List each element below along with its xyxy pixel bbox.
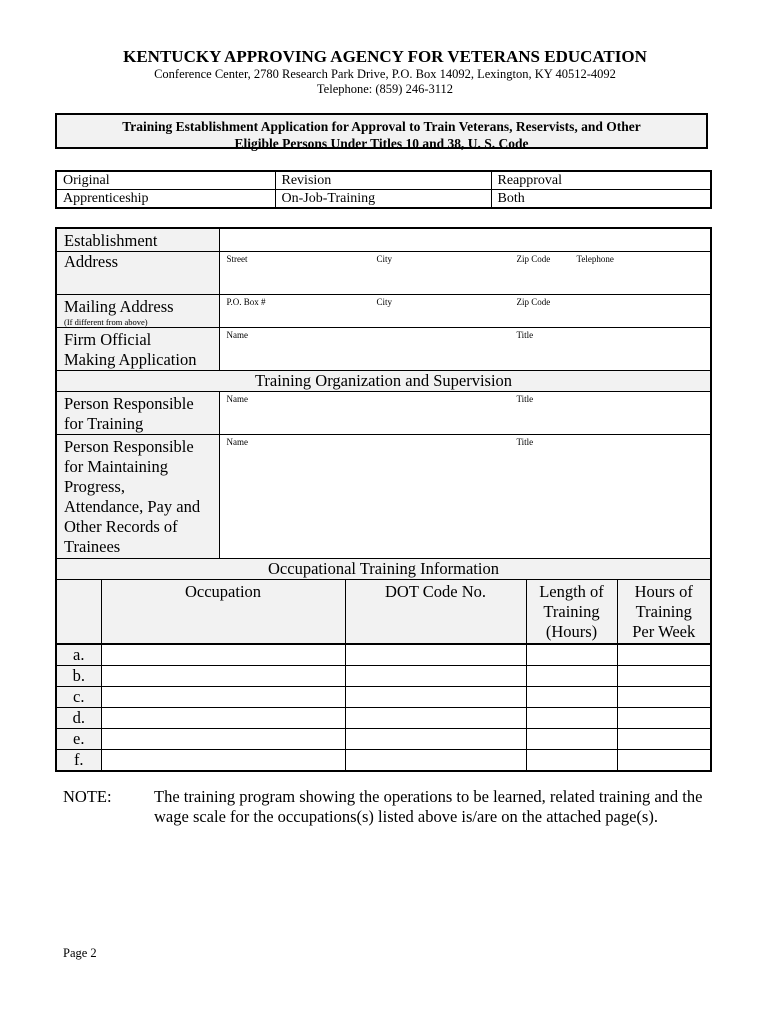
- firm-official-line1: Firm Official: [64, 330, 152, 349]
- records-label: [56, 435, 219, 559]
- records-line: Attendance, Pay and: [64, 497, 201, 516]
- responsible-line1: Person Responsible: [64, 394, 194, 413]
- row-label: c.: [56, 687, 101, 708]
- col-length: [526, 580, 617, 645]
- occupation-cell[interactable]: [101, 750, 345, 772]
- mailing-zip-label: Zip Code: [516, 297, 551, 307]
- length-cell[interactable]: [526, 729, 617, 750]
- table-row: [56, 729, 711, 750]
- occupation-cell[interactable]: [101, 644, 345, 666]
- option-reapproval[interactable]: Reapproval: [491, 171, 711, 190]
- responsible-label: [56, 392, 219, 435]
- zip-label: Zip Code: [516, 254, 551, 264]
- mailing-note: (If different from above): [64, 317, 148, 327]
- col-length-line: Training: [543, 602, 600, 621]
- responsible-field[interactable]: [219, 392, 711, 435]
- firm-official-field[interactable]: [219, 328, 711, 371]
- street-label: Street: [226, 254, 248, 264]
- form-title: [55, 113, 708, 149]
- city-label: City: [376, 254, 393, 264]
- records-line: Person Responsible: [64, 437, 194, 456]
- records-line: for Maintaining: [64, 457, 169, 476]
- responsible-title-label: Title: [516, 394, 534, 404]
- mailing-label-text: Mailing Address: [64, 297, 174, 316]
- agency-telephone: Telephone: (859) 246-3112: [316, 82, 454, 96]
- dot-code-cell[interactable]: [345, 708, 526, 729]
- col-hours-line: Per Week: [632, 622, 696, 641]
- table-row: [56, 708, 711, 729]
- application-type-table: [55, 170, 712, 209]
- records-field[interactable]: [219, 435, 711, 559]
- responsible-name-label: Name: [226, 394, 248, 404]
- col-hours-line: Hours of: [634, 582, 693, 601]
- col-dot-code: DOT Code No.: [345, 580, 526, 645]
- option-ojt[interactable]: On-Job-Training: [275, 190, 491, 209]
- records-line: Other Records of: [64, 517, 178, 536]
- records-line: Progress,: [64, 477, 125, 496]
- agency-address: Conference Center, 2780 Research Park Drive, P.O. Box 14092, Lexington, KY 40512-4092: [154, 67, 616, 81]
- firm-name-label: Name: [226, 330, 248, 340]
- records-line: Trainees: [64, 537, 121, 556]
- mailing-address-field[interactable]: [219, 295, 711, 328]
- page-number: Page 2: [63, 946, 97, 960]
- agency-title: KENTUCKY APPROVING AGENCY FOR VETERANS EDUCATION: [123, 47, 647, 66]
- option-apprenticeship[interactable]: Apprenticeship: [56, 190, 275, 209]
- table-row: [56, 644, 711, 666]
- records-title-label: Title: [516, 437, 534, 447]
- length-cell[interactable]: [526, 708, 617, 729]
- length-cell[interactable]: [526, 687, 617, 708]
- dot-code-cell[interactable]: [345, 644, 526, 666]
- hours-cell[interactable]: [617, 708, 711, 729]
- length-cell[interactable]: [526, 666, 617, 687]
- firm-title-label: Title: [516, 330, 534, 340]
- option-original[interactable]: Original: [56, 171, 275, 190]
- responsible-line2: for Training: [64, 414, 144, 433]
- hours-cell[interactable]: [617, 666, 711, 687]
- hours-cell[interactable]: [617, 687, 711, 708]
- col-hours: [617, 580, 711, 645]
- length-cell[interactable]: [526, 750, 617, 772]
- col-occupation: Occupation: [101, 580, 345, 645]
- dot-code-cell[interactable]: [345, 729, 526, 750]
- occupation-cell[interactable]: [101, 687, 345, 708]
- establishment-label-line2: Address: [56, 252, 219, 295]
- establishment-label-line1: Establishment: [56, 228, 219, 252]
- pobox-label: P.O. Box #: [226, 297, 266, 307]
- occupation-cell[interactable]: [101, 708, 345, 729]
- form-title-line2: Eligible Persons Under Titles 10 and 38, U. S. Code: [234, 136, 529, 151]
- option-both[interactable]: Both: [491, 190, 711, 209]
- length-cell[interactable]: [526, 644, 617, 666]
- dot-code-cell[interactable]: [345, 666, 526, 687]
- firm-official-label: [56, 328, 219, 371]
- option-revision[interactable]: Revision: [275, 171, 491, 190]
- hours-cell[interactable]: [617, 644, 711, 666]
- training-org-heading: Training Organization and Supervision: [56, 371, 711, 392]
- occupation-cell[interactable]: [101, 666, 345, 687]
- table-row: [56, 750, 711, 772]
- mailing-label: [56, 295, 219, 328]
- col-hours-line: Training: [635, 602, 692, 621]
- dot-code-cell[interactable]: [345, 750, 526, 772]
- row-label: a.: [56, 644, 101, 666]
- hours-cell[interactable]: [617, 750, 711, 772]
- row-label: b.: [56, 666, 101, 687]
- occupational-heading: Occupational Training Information: [56, 559, 711, 580]
- establishment-table: [55, 227, 712, 772]
- occupation-cell[interactable]: [101, 729, 345, 750]
- table-row: [56, 666, 711, 687]
- note-label: NOTE:: [63, 787, 112, 806]
- establishment-address-field[interactable]: [219, 252, 711, 295]
- dot-code-cell[interactable]: [345, 687, 526, 708]
- mailing-city-label: City: [376, 297, 393, 307]
- firm-official-line2: Making Application: [64, 350, 197, 369]
- note-text: The training program showing the operations to be learned, related training and the wage scale for the occupations(s) listed above is/are on the attached page(s).: [154, 787, 703, 826]
- row-label: f.: [56, 750, 101, 772]
- row-label: e.: [56, 729, 101, 750]
- col-length-line: Length of: [539, 582, 604, 601]
- telephone-label: Telephone: [576, 254, 614, 264]
- table-row: [56, 687, 711, 708]
- row-label-header: [56, 580, 101, 645]
- records-name-label: Name: [226, 437, 248, 447]
- col-length-line: (Hours): [545, 622, 598, 641]
- establishment-blank-cell: [219, 228, 711, 252]
- form-title-line1: Training Establishment Application for Approval to Train Veterans, Reservists, and Other: [122, 119, 641, 134]
- hours-cell[interactable]: [617, 729, 711, 750]
- row-label: d.: [56, 708, 101, 729]
